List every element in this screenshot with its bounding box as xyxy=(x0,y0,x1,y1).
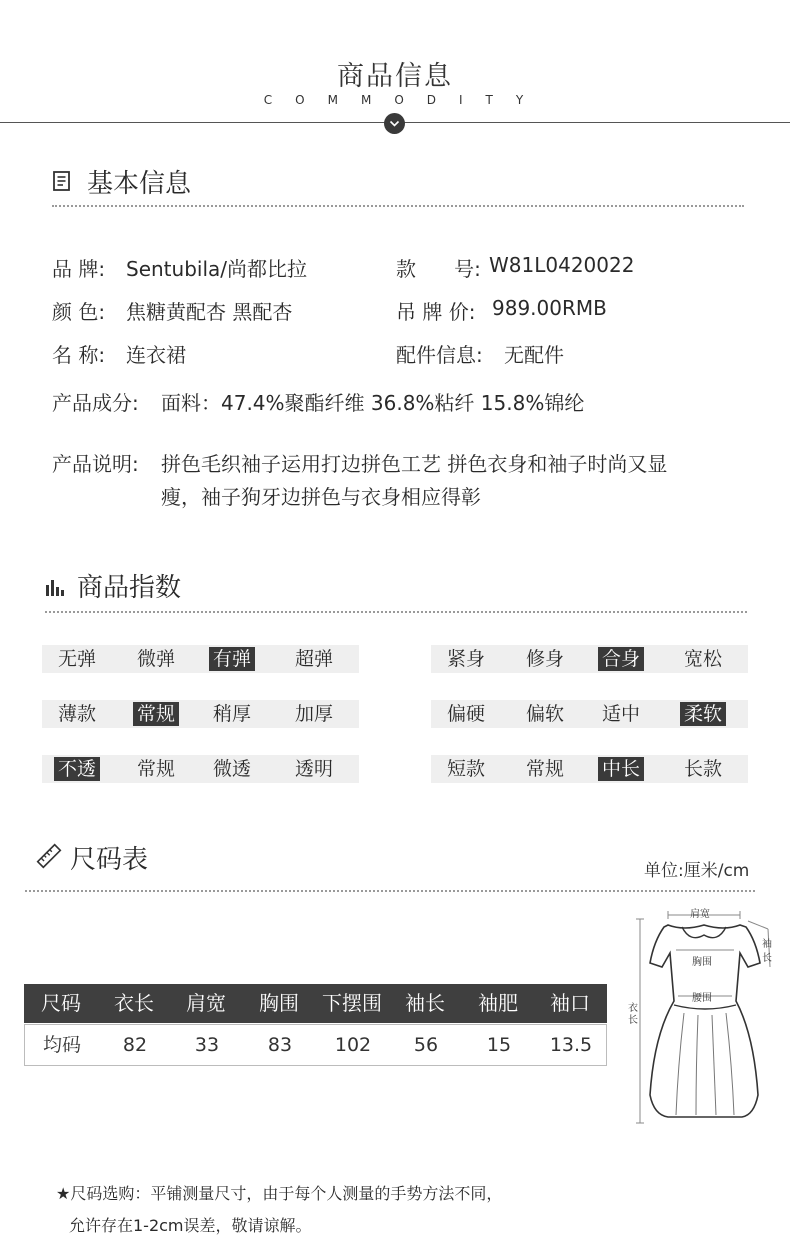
brand-value: Sentubila/尚都比拉 xyxy=(126,257,307,281)
index-option: 修身 xyxy=(525,648,564,670)
name-label: 名 称: xyxy=(52,343,106,367)
index-option: 偏硬 xyxy=(446,703,485,725)
size-table-header-cell: 下摆围 xyxy=(322,991,382,1015)
index-option-row xyxy=(431,755,748,783)
size-table-cell: 83 xyxy=(267,1034,293,1056)
parts-value: 无配件 xyxy=(504,343,564,367)
index-option: 长款 xyxy=(683,758,722,780)
chevron-down-icon xyxy=(384,113,405,134)
index-option: 无弹 xyxy=(57,648,96,670)
diagram-label-length-b: 长 xyxy=(628,1015,638,1026)
bar-chart-icon xyxy=(45,577,67,601)
index-option-selected: 不透 xyxy=(54,757,100,781)
composition-label: 产品成分: xyxy=(52,391,139,415)
index-option: 稍厚 xyxy=(212,703,251,725)
index-option: 常规 xyxy=(525,758,564,780)
document-icon xyxy=(52,170,72,196)
description-label: 产品说明: xyxy=(52,452,139,476)
index-option-row xyxy=(431,700,748,728)
index-option: 薄款 xyxy=(57,703,96,725)
index-option-selected: 有弹 xyxy=(209,647,255,671)
index-option: 宽松 xyxy=(683,648,722,670)
dotted-divider xyxy=(25,890,755,892)
section-title-size: 尺码表 xyxy=(70,845,149,875)
size-table-cell: 均码 xyxy=(42,1034,81,1056)
description-line-1: 拼色毛织袖子运用打边拼色工艺 拼色衣身和袖子时尚又显 xyxy=(161,452,668,476)
size-table-header-cell: 尺码 xyxy=(41,991,81,1015)
index-option-row xyxy=(431,645,748,673)
index-option: 短款 xyxy=(446,758,485,780)
color-value: 焦糖黄配杏 黑配杏 xyxy=(126,300,293,324)
page-subtitle: COMMODITY xyxy=(263,93,547,107)
size-table-cell: 56 xyxy=(413,1034,439,1056)
index-option-selected: 中长 xyxy=(598,757,644,781)
style-value: W81L0420022 xyxy=(489,253,635,277)
parts-label: 配件信息: xyxy=(396,343,483,367)
composition-value: 面料：47.4%聚酯纤维 36.8%粘纤 15.8%锦纶 xyxy=(161,391,585,415)
size-table-header-cell: 肩宽 xyxy=(186,991,226,1015)
index-option: 透明 xyxy=(294,758,333,780)
style-label: 款 号: xyxy=(396,257,481,281)
index-option: 常规 xyxy=(136,758,175,780)
size-table-cell: 102 xyxy=(334,1034,372,1056)
size-table-header xyxy=(24,984,607,1023)
color-label: 颜 色: xyxy=(52,300,106,324)
diagram-label-sleeve-b: 长 xyxy=(762,953,772,964)
index-option: 加厚 xyxy=(294,703,333,725)
index-option: 超弹 xyxy=(294,648,333,670)
size-table-cell: 33 xyxy=(194,1034,220,1056)
description-line-2: 瘦，袖子狗牙边拼色与衣身相应得彰 xyxy=(161,485,481,509)
diagram-label-chest: 胸围 xyxy=(692,957,712,968)
name-value: 连衣裙 xyxy=(126,343,186,367)
size-table-row xyxy=(24,1024,607,1066)
diagram-label-length-a: 衣 xyxy=(628,1003,638,1014)
size-table-cell: 82 xyxy=(122,1034,148,1056)
size-table-cell: 15 xyxy=(486,1034,512,1056)
ruler-icon xyxy=(36,843,62,873)
index-option-row xyxy=(42,645,359,673)
diagram-label-shoulder: 肩宽 xyxy=(690,909,710,920)
price-value: 989.00RMB xyxy=(492,296,607,320)
index-option-selected: 常规 xyxy=(133,702,179,726)
diagram-label-waist: 腰围 xyxy=(692,993,712,1004)
size-table-header-cell: 衣长 xyxy=(114,991,154,1015)
size-table-cell: 13.5 xyxy=(549,1034,593,1056)
index-option: 偏软 xyxy=(525,703,564,725)
index-option-selected: 柔软 xyxy=(680,702,726,726)
section-title-index: 商品指数 xyxy=(77,573,182,603)
dress-sketch xyxy=(628,905,780,1125)
index-option: 微弹 xyxy=(136,648,175,670)
size-table-header-cell: 袖长 xyxy=(405,991,445,1015)
index-option-row xyxy=(42,700,359,728)
unit-label: 单位:厘米/cm xyxy=(644,861,750,881)
price-label: 吊 牌 价: xyxy=(396,300,476,324)
index-option: 紧身 xyxy=(446,648,485,670)
index-option-row xyxy=(42,755,359,783)
index-option-selected: 合身 xyxy=(598,647,644,671)
brand-label: 品 牌: xyxy=(52,257,106,281)
size-table-header-cell: 胸围 xyxy=(259,991,299,1015)
dotted-divider xyxy=(52,205,744,207)
section-title-basic: 基本信息 xyxy=(87,169,192,199)
diagram-label-sleeve-a: 袖 xyxy=(762,939,772,950)
size-table-header-cell: 袖口 xyxy=(550,991,590,1015)
size-table-header-cell: 袖肥 xyxy=(478,991,518,1015)
index-option: 适中 xyxy=(601,703,640,725)
dotted-divider xyxy=(45,611,747,613)
size-note-line-2: 允许存在1-2cm误差，敬请谅解。 xyxy=(69,1216,312,1235)
index-option: 微透 xyxy=(212,758,251,780)
dress-diagram xyxy=(628,905,780,1125)
page-title: 商品信息 xyxy=(337,61,453,92)
size-note-line-1: ★尺码选购：平铺测量尺寸，由于每个人测量的手势方法不同， xyxy=(56,1184,503,1203)
